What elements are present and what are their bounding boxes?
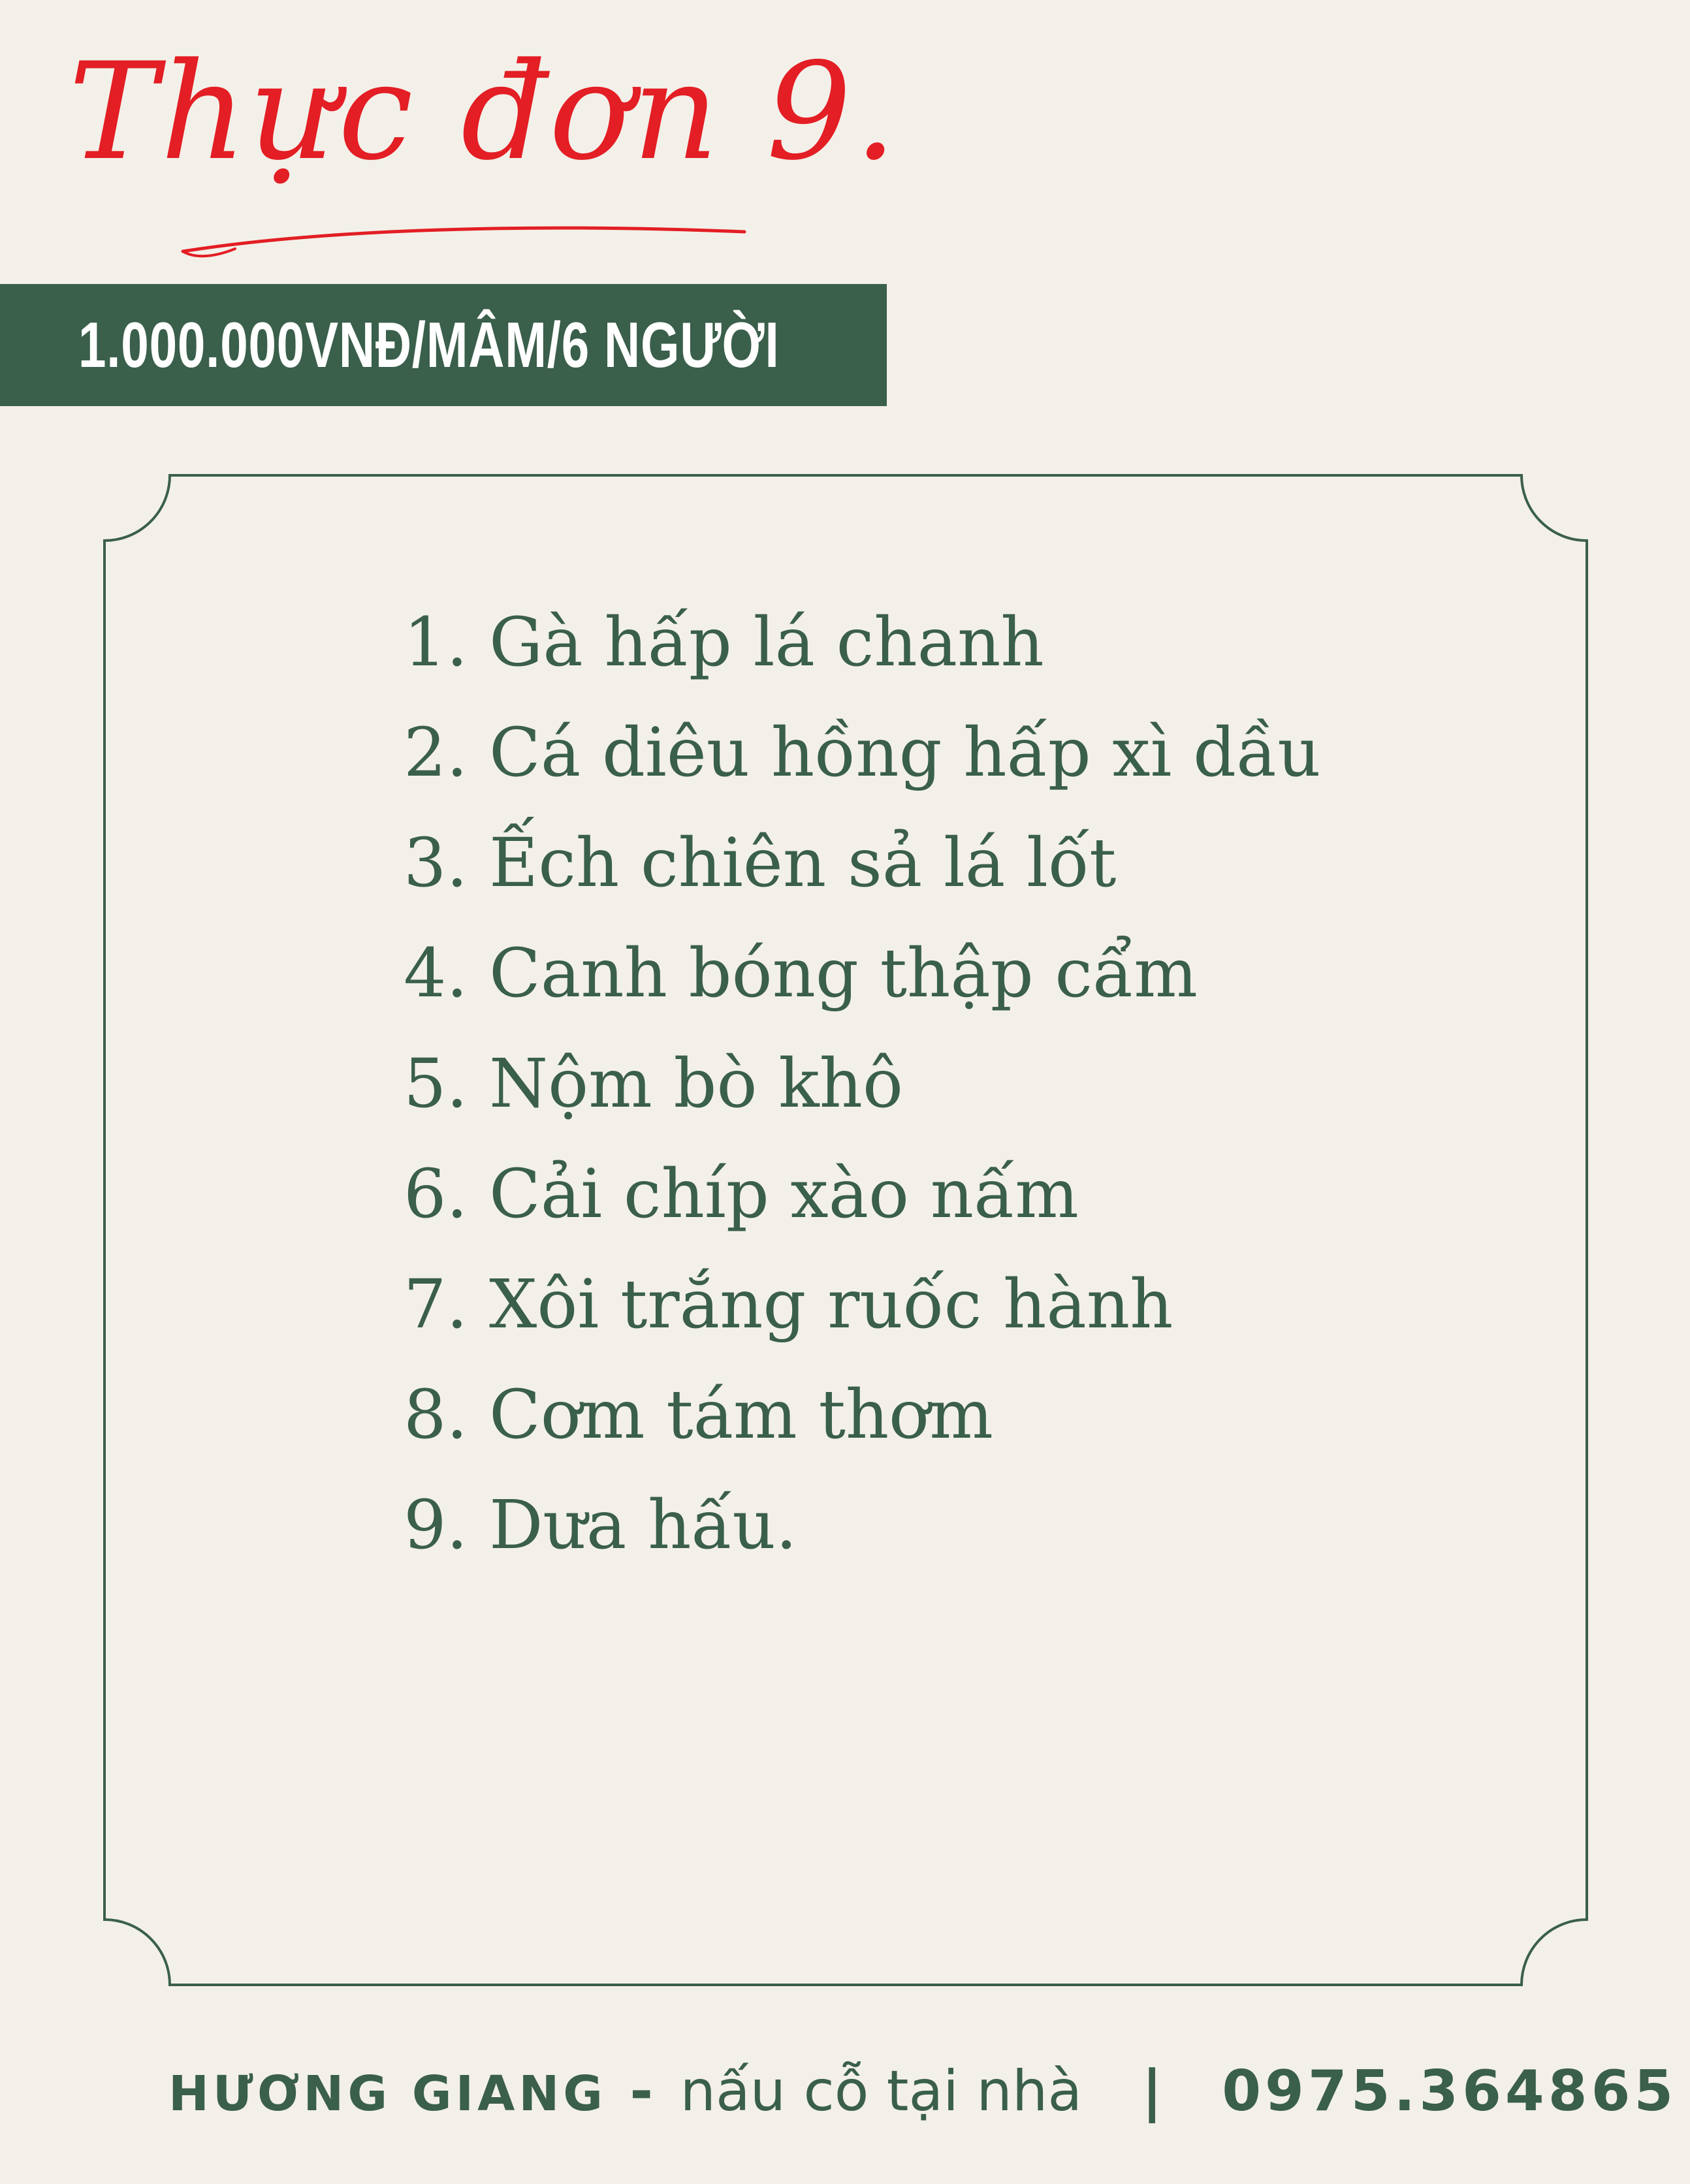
menu-item: 9. Dưa hấu. (404, 1486, 797, 1564)
menu-item: 3. Ếch chiên sả lá lốt (404, 824, 1117, 902)
footer-tagline: nấu cỗ tại nhà (680, 2059, 1083, 2124)
price-label: 1.000.000VNĐ/MÂM/6 NGƯỜI (78, 309, 780, 381)
menu-item: 2. Cá diêu hồng hấp xì dầu (404, 714, 1321, 792)
footer-separator: | (1141, 2059, 1162, 2124)
footer-phone[interactable]: 0975.364865 (1222, 2059, 1678, 2124)
title-swash-decoration (176, 219, 751, 264)
menu-list (404, 588, 1321, 1581)
footer (168, 2059, 1678, 2124)
price-banner (0, 284, 887, 406)
footer-dash: - (630, 2059, 654, 2124)
footer-brand: HƯƠNG GIANG (168, 2066, 607, 2122)
menu-item: 1. Gà hấp lá chanh (404, 603, 1044, 682)
menu-item: 5. Nộm bò khô (404, 1045, 904, 1123)
menu-item: 4. Canh bóng thập cẩm (404, 934, 1198, 1013)
menu-item: 8. Cơm tám thơm (404, 1376, 993, 1454)
menu-item: 7. Xôi trắng ruốc hành (404, 1265, 1173, 1344)
menu-item: 6. Cải chíp xào nấm (404, 1155, 1079, 1233)
menu-title: Thực đơn 9. (69, 35, 900, 190)
